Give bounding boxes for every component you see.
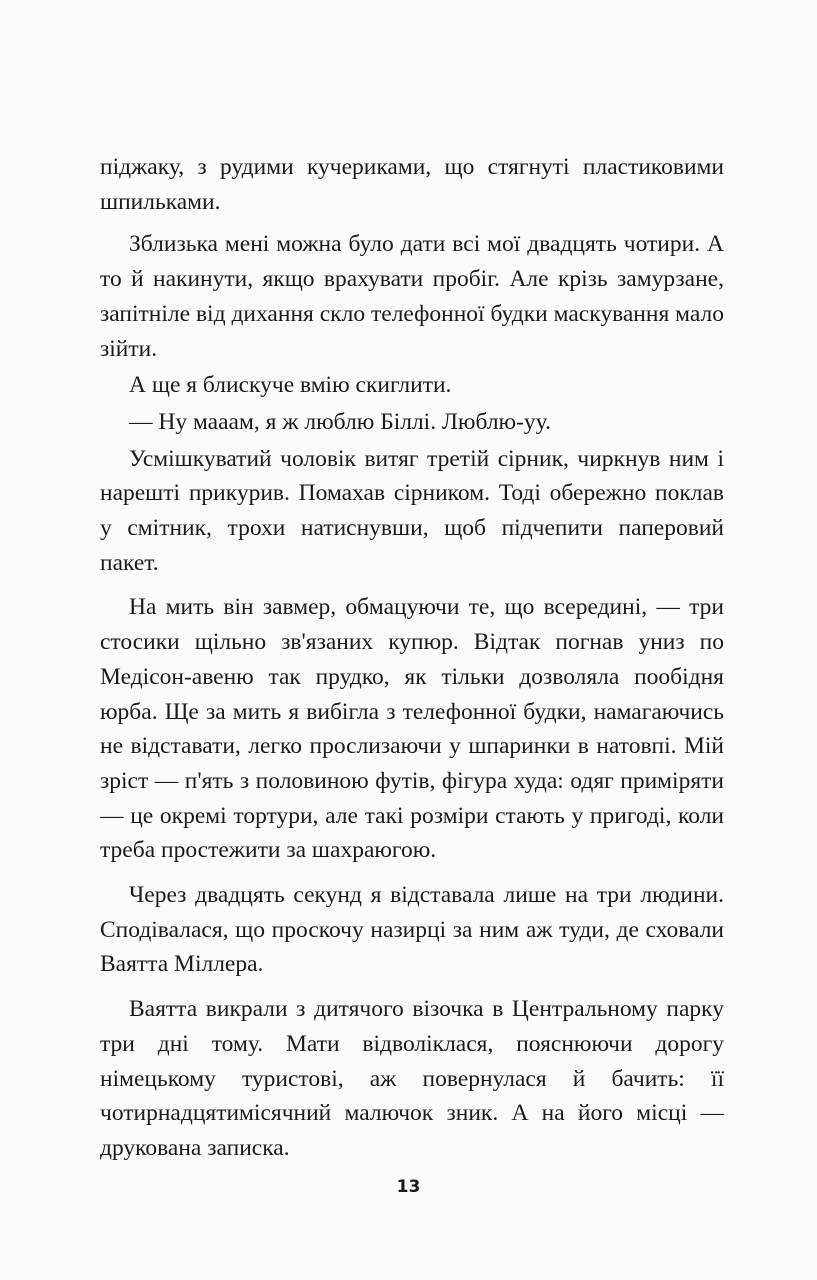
paragraph-7: Через двадцять секунд я відставала лише на три людини. Сподівалася, що проскочу назирці за ним аж туди, де сховали Ваятта Міллера. (100, 882, 724, 978)
paragraph-5: Усмішкуватий чоловік витяг третій сірник, чиркнув ним і нарешті прикурив. Помахав сірником. Тоді обережно поклав у смітник, трохи натиснувши, щоб підчепити паперовий пакет. (100, 445, 724, 576)
paragraph-4-dialogue: — Ну мааам, я ж люблю Біллі. Люблю-уу. (129, 408, 551, 435)
paragraph-1: піджаку, з рудими кучериками, що стягнуті пластиковими шпильками. (100, 154, 724, 215)
paragraph-8: Ваятта викрали з дитячого візочка в Центральному парку три дні тому. Мати відволіклася, пояснюючи дорогу німецькому туристові, аж повернулася й бачить: її чотирнадцятимісячний малючок зник. А на його місці — друкована записка. (100, 996, 724, 1161)
page-number: 13 (396, 1177, 421, 1197)
body-text (100, 150, 724, 1166)
paragraph-3: А ще я блискуче вмію скиглити. (129, 372, 452, 399)
paragraph-2: Зблизька мені можна було дати всі мої двадцять чотири. А то й накинути, якщо врахувати пробіг. Але крізь замурзане, запітніле від дихання скло телефонної будки маскування мало зійти. (100, 231, 724, 362)
paragraph-6: На мить він завмер, обмацуючи те, що всередині, — три стосики щільно зв'язаних купюр. Відтак погнав униз по Медісон-авеню так прудко, як тільки дозволяла пообідня юрба. Ще за мить я вибігла з телефонної будки, намагаючись не відставати, легко прослизаючи у шпаринки в натовпі. Мій зріст — п'ять з половиною футів, фігура худа: одяг приміряти — це окремі тортури, але такі розміри стають у пригоді, коли треба простежити за шахраюгою. (100, 594, 724, 864)
